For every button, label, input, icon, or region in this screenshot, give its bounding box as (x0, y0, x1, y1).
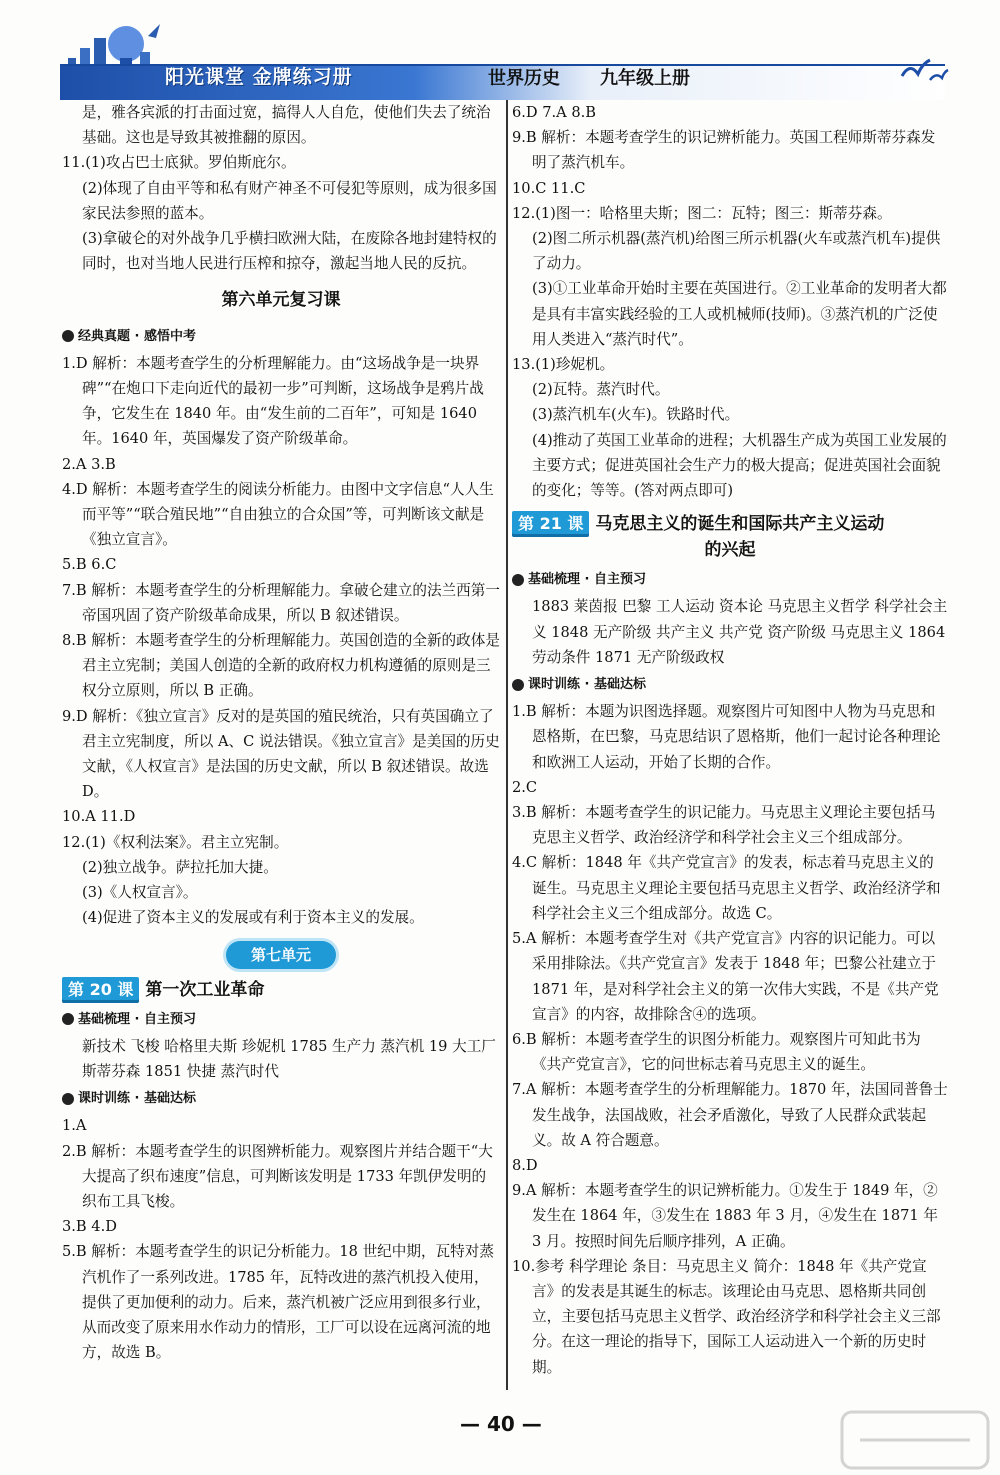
basic-tag-label: 基础梳理 · 自主预习 (78, 1011, 196, 1027)
training-tag (62, 1086, 500, 1111)
answer-1: 1.D 解析：本题考查学生的分析理解能力。由“这场战争是一块界碑”“在炮口下走向近代的最初一步”可判断，这场战争是鸦片战争，它发生在 1840 年。由“发生前的二百年”，可知是 1640 年。1640 年，英国爆发了资产阶级革命。 (62, 354, 484, 448)
training-tag-right-label: 课时训练 · 基础达标 (528, 677, 646, 693)
lesson-21-title-line2: 的兴起 (704, 540, 756, 561)
series-title: 阳光课堂 金牌练习册 (165, 66, 353, 88)
bullet-icon (62, 1093, 74, 1105)
training-5: 5.B 解析：本题考查学生的识记分析能力。18 世纪中期，瓦特对蒸汽机作了一系列改进。1785 年，瓦特改进的蒸汽机投入使用，提供了更加便利的动力。后来，蒸汽机被广泛应用到很多行业，从而改变了原来用水作动力的情形，工厂可以设在远离河流的地方，故选 B。 (62, 1243, 494, 1362)
classic-tag-label: 经典真题 · 感悟中考 (78, 328, 196, 344)
grade-title: 九年级上册 (600, 68, 690, 89)
answer-12-2: (2)独立战争。萨拉托加大捷。 (82, 858, 278, 876)
sub-answer-7: 7.A 解析：本题考查学生的分析理解能力。1870 年，法国同普鲁士发生战争，法国战败，社会矛盾激化，导致了人民群众武装起义。故 A 符合题意。 (512, 1081, 948, 1149)
review-section-title: 第六单元复习课 (221, 290, 341, 311)
answer-9-right: 9.B 解析：本题考查学生的识记辨析能力。英国工程师斯蒂芬森发明了蒸汽机车。 (512, 129, 936, 172)
training-tag-label: 课时训练 · 基础达标 (78, 1091, 196, 1107)
sub-answer-6: 6.B 解析：本题考查学生的识图分析能力。观察图片可知此书为《共产党宣言》，它的问世标志着马克思主义的诞生。 (512, 1030, 921, 1074)
answer-12-4: (4)促进了资本主义的发展或有利于资本主义的发展。 (82, 909, 424, 927)
page-number: — 40 — (460, 1412, 542, 1436)
watermark-logo (840, 1410, 990, 1470)
page-header (60, 18, 945, 90)
answer-12-2-right: (2)图二所示机器(蒸汽机)给图三所示机器(火车或蒸汽机车)提供了动力。 (532, 230, 941, 273)
continued-text: 是，雅各宾派的打击面过宽，搞得人人自危，使他们失去了统治基础。这也是导致其被推翻的原因。 (82, 104, 491, 147)
basic-words: 新技术 飞梭 哈格里夫斯 珍妮机 1785 生产力 蒸汽机 19 大工厂 斯蒂芬森 1851 快捷 蒸汽时代 (82, 1037, 496, 1080)
basic-tag-right (512, 567, 948, 592)
answer-7: 7.B 解析：本题考查学生的分析理解能力。拿破仑建立的法兰西第一帝国巩固了资产阶级革命成果，所以 B 叙述错误。 (62, 581, 500, 624)
answer-13-4: (4)推动了英国工业革命的进程；大机器生产成为英国工业发展的主要方式；促进英国社会生产力的极大提高；促进英国社会面貌的变化；等等。(答对两点即可) (532, 431, 947, 500)
lesson-21-title: 马克思主义的诞生和国际共产主义运动 (595, 514, 885, 535)
right-column (512, 100, 948, 1380)
sub-answer-1: 1.B 解析：本题为识图选择题。观察图片可知图中人物为马克思和恩格斯，在巴黎，马克思结识了恩格斯，他们一起讨论各种理论和欧洲工人运动，开始了长期的合作。 (512, 703, 941, 771)
bullet-icon (62, 1013, 74, 1025)
answer-13-2: (2)瓦特。蒸汽时代。 (532, 381, 670, 399)
answer-12-3-right: (3)①工业革命开始时主要在英国进行。②工业革命的发明者大都是具有丰富实践经验的工人或机械师(技师)。③蒸汽机的广泛使用人类进入“蒸汽时代”。 (532, 280, 947, 348)
answer-12-1-right: 12.(1)图一：哈格里夫斯；图二：瓦特；图三：斯蒂芬森。 (512, 204, 892, 222)
bullet-icon (512, 574, 524, 586)
lesson-21-badge: 第 21 课 (512, 511, 589, 537)
basic-words-right: 1883 莱茵报 巴黎 工人运动 资本论 马克思主义哲学 科学社会主义 1848 无产阶级 共产主义 共产党 资产阶级 马克思主义 1864 劳动条件 1871 无产阶级政权 (532, 598, 948, 666)
sub-answer-8: 8.D (512, 1156, 538, 1174)
training-2: 2.B 解析：本题考查学生的识图辨析能力。观察图片并结合题干“大大提高了织布速度”信息，可判断该发明是 1733 年凯伊发明的织布工具飞梭。 (62, 1142, 493, 1210)
sub-answer-10: 10.参考 科学理论 条目：马克思主义 简介：1848 年《共产党宣言》的发表是其诞生的标志。该理论由马克思、恩格斯共同创立，主要包括马克思主义哲学、政治经济学和科学社会主义三部分。在这一理论的指导下，国际工人运动进入一个新的历史时期。 (512, 1257, 941, 1376)
training-3-4: 3.B 4.D (62, 1218, 117, 1236)
sub-answer-2: 2.C (512, 778, 538, 796)
lesson-20-badge: 第 20 课 (62, 977, 139, 1003)
answer-2-3: 2.A 3.B (62, 455, 116, 473)
unit-badge: 第七单元 (226, 941, 336, 969)
answer-10-11: 10.A 11.D (62, 808, 136, 826)
lesson-20-heading (62, 977, 500, 1003)
answer-4: 4.D 解析：本题考查学生的阅读分析能力。由图中文字信息“人人生而平等”“联合殖民地”“自由独立的合众国”等，可判断该文献是《独立宣言》。 (62, 480, 494, 549)
answer-11-2: (2)体现了自由平等和私有财产神圣不可侵犯等原则，成为很多国家民法参照的蓝本。 (82, 179, 497, 222)
basic-tag-right-label: 基础梳理 · 自主预习 (528, 572, 646, 588)
sub-answer-3: 3.B 解析：本题考查学生的识记能力。马克思主义理论主要包括马克思主义哲学、政治经济学和科学社会主义三个组成部分。 (512, 804, 936, 847)
bullet-icon (512, 679, 524, 691)
basic-tag (62, 1007, 500, 1032)
answer-13-1: 13.(1)珍妮机。 (512, 356, 615, 374)
answer-11-3: (3)拿破仑的对外战争几乎横扫欧洲大陆，在废除各地封建特权的同时，也对当地人民进行压榨和掠夺，激起当地人民的反抗。 (82, 230, 497, 273)
answer-13-3: (3)蒸汽机车(火车)。铁路时代。 (532, 406, 740, 424)
subject-title: 世界历史 (488, 68, 560, 89)
answer-12-3: (3)《人权宣言》。 (82, 884, 198, 902)
answer-12-1: 12.(1)《权利法案》。君主立宪制。 (62, 833, 289, 851)
answer-11-1: 11.(1)攻占巴士底狱。罗伯斯庇尔。 (62, 154, 296, 172)
bullet-icon (62, 330, 74, 342)
sub-answer-5: 5.A 解析：本题考查学生对《共产党宣言》内容的识记能力。可以采用排除法。《共产党宣言》发表于 1848 年；巴黎公社建立于 1871 年，是对科学社会主义的第一次伟大实践，不是《共产党宣言》的内容，故排除含④的选项。 (512, 930, 939, 1023)
answer-10-11-right: 10.C 11.C (512, 179, 586, 197)
training-tag-right (512, 672, 948, 697)
lesson-21-heading (512, 511, 948, 563)
training-1: 1.A (62, 1117, 87, 1135)
lesson-20-title: 第一次工业革命 (145, 979, 265, 1000)
answer-6-8: 6.D 7.A 8.B (512, 104, 597, 121)
sub-answer-9: 9.A 解析：本题考查学生的识记辨析能力。①发生于 1849 年，②发生在 1864 年，③发生在 1883 年 3 月，④发生在 1871 年 3 月。按照时间先后顺序排列，A 正确。 (512, 1182, 938, 1250)
answer-8: 8.B 解析：本题考查学生的分析理解能力。英国创造的全新的政体是君主立宪制；美国人创造的全新的政府权力机构遵循的原则是三权分立原则，所以 B 正确。 (62, 632, 500, 700)
birds-icon (900, 56, 950, 86)
classic-tag (62, 324, 500, 349)
sub-answer-4: 4.C 解析：1848 年《共产党宣言》的发表，标志着马克思主义的诞生。马克思主义理论主要包括马克思主义哲学、政治经济学和科学社会主义三个组成部分。故选 C。 (512, 854, 941, 922)
answer-9: 9.D 解析：《独立宣言》反对的是英国的殖民统治，只有英国确立了君主立宪制度，所以 A、C 说法错误。《独立宣言》是美国的历史文献，《人权宣言》是法国的历史文献，所以 B 叙述错误。故选 D。 (62, 707, 500, 801)
column-divider (506, 100, 508, 1390)
left-column (62, 100, 500, 1365)
answer-5-6: 5.B 6.C (62, 556, 117, 574)
